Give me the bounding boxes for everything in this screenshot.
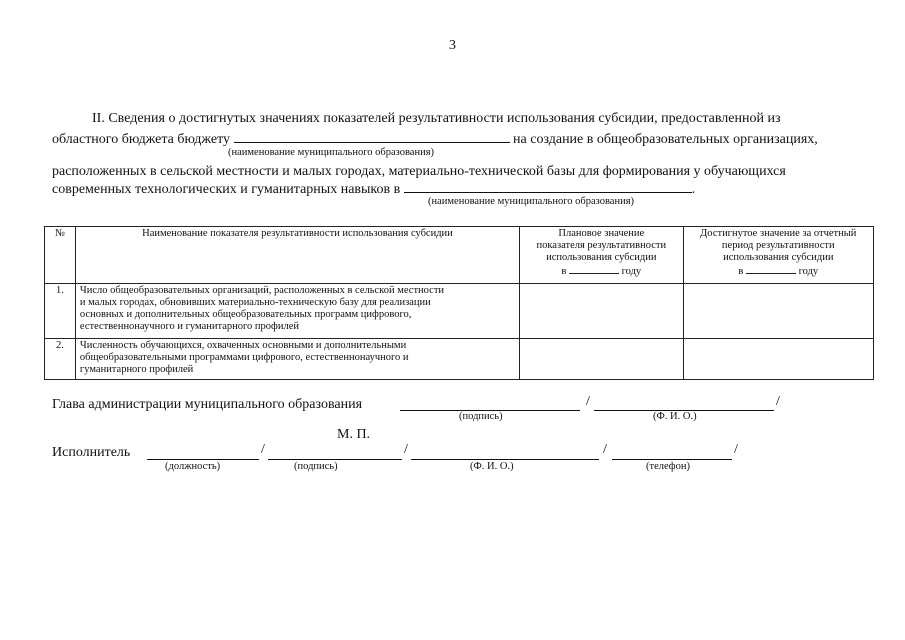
heading-line-1: II. Сведения о достигнутых значениях показателей результативности использования субсидии, предоставленной из — [92, 111, 781, 126]
executor-separator: / — [603, 442, 607, 457]
header-fact-year — [688, 264, 869, 278]
row-name-line: Численность обучающихся, охваченных основными и дополнительными — [79, 340, 407, 351]
table-header-row — [45, 227, 874, 284]
executor-phone-caption: (телефон) — [646, 461, 690, 472]
head-separator: / — [586, 394, 590, 409]
header-plan-line-2: показателя результативности — [536, 240, 667, 251]
head-of-administration-label: Глава администрации муниципального образования — [52, 397, 363, 412]
row-name-line: гуманитарного профилей — [79, 364, 194, 375]
row-name-line: основных и дополнительных общеобразовательных программ цифрового, — [79, 309, 412, 320]
heading-line-2-start: областного бюджета бюджету — [52, 132, 231, 147]
header-plan-line-3: использования субсидии — [546, 252, 657, 263]
header-number: № — [45, 227, 76, 284]
header-fact-line-1: Достигнутое значение за отчетный — [700, 228, 857, 239]
row-indicator-name — [75, 339, 519, 380]
header-indicator-name: Наименование показателя результативности использования субсидии — [75, 227, 519, 284]
row-indicator-name — [75, 284, 519, 339]
executor-fio-line[interactable] — [411, 458, 599, 460]
caption-municipality-2: (наименование муниципального образования) — [428, 196, 635, 207]
header-fact-line-2: период результативности — [721, 240, 835, 251]
row-number: 2. — [45, 339, 76, 380]
executor-fio-caption: (Ф. И. О.) — [470, 461, 514, 472]
plan-year-blank[interactable] — [569, 264, 619, 274]
heading-line-3: расположенных в сельской местности и малых городах, материально-технической базы для формирования у обучающихся — [52, 164, 786, 179]
executor-position-line[interactable] — [147, 458, 259, 460]
head-sign-caption: (подпись) — [459, 411, 503, 422]
header-plan-line-1: Плановое значение — [558, 228, 645, 239]
row-name-line: естественнонаучного и гуманитарного профилей — [79, 321, 299, 332]
executor-position-caption: (должность) — [165, 461, 221, 472]
row-name-line: и малых городах, обновивших материально-техническую базу для реализации — [79, 297, 431, 308]
municipality-blank-1[interactable] — [234, 128, 510, 143]
heading-line-2-end: на создание в общеобразовательных организациях, — [513, 132, 818, 147]
fact-year-blank[interactable] — [746, 264, 796, 274]
head-separator-end: / — [776, 394, 780, 409]
heading-line-2 — [52, 128, 818, 150]
caption-municipality-1: (наименование муниципального образования) — [228, 147, 435, 158]
row-achieved-value-cell[interactable] — [683, 339, 873, 380]
heading-line-4-text: современных технологических и гуманитарных навыков в — [52, 182, 401, 197]
row-name-line: общеобразовательными программами цифрового, естественнонаучного и — [79, 352, 409, 363]
row-planned-value-cell[interactable] — [520, 284, 684, 339]
heading-line-4-end: . — [691, 182, 696, 197]
header-fact-year-prefix: в — [738, 266, 744, 277]
row-number: 1. — [45, 284, 76, 339]
executor-signature-line[interactable] — [268, 458, 402, 460]
stamp-place: М. П. — [337, 427, 371, 442]
row-planned-value-cell[interactable] — [520, 339, 684, 380]
head-fio-caption: (Ф. И. О.) — [653, 411, 697, 422]
header-plan-year — [524, 264, 679, 278]
results-table — [44, 226, 874, 380]
executor-phone-line[interactable] — [612, 458, 732, 460]
executor-separator: / — [404, 442, 408, 457]
executor-separator-end: / — [734, 442, 738, 457]
header-planned-value — [520, 227, 684, 284]
table-row — [45, 284, 874, 339]
municipality-blank-2[interactable] — [404, 178, 692, 193]
table-row — [45, 339, 874, 380]
executor-label: Исполнитель — [52, 445, 131, 460]
row-achieved-value-cell[interactable] — [683, 284, 873, 339]
executor-separator: / — [261, 442, 265, 457]
page-number: 3 — [449, 38, 456, 53]
header-plan-year-suffix: году — [621, 266, 642, 277]
row-name-line: Число общеобразовательных организаций, расположенных в сельской местности — [79, 285, 445, 296]
header-plan-year-prefix: в — [561, 266, 567, 277]
executor-signature-caption: (подпись) — [294, 461, 338, 472]
header-achieved-value — [683, 227, 873, 284]
header-fact-year-suffix: году — [798, 266, 819, 277]
header-fact-line-3: использования субсидии — [723, 252, 834, 263]
